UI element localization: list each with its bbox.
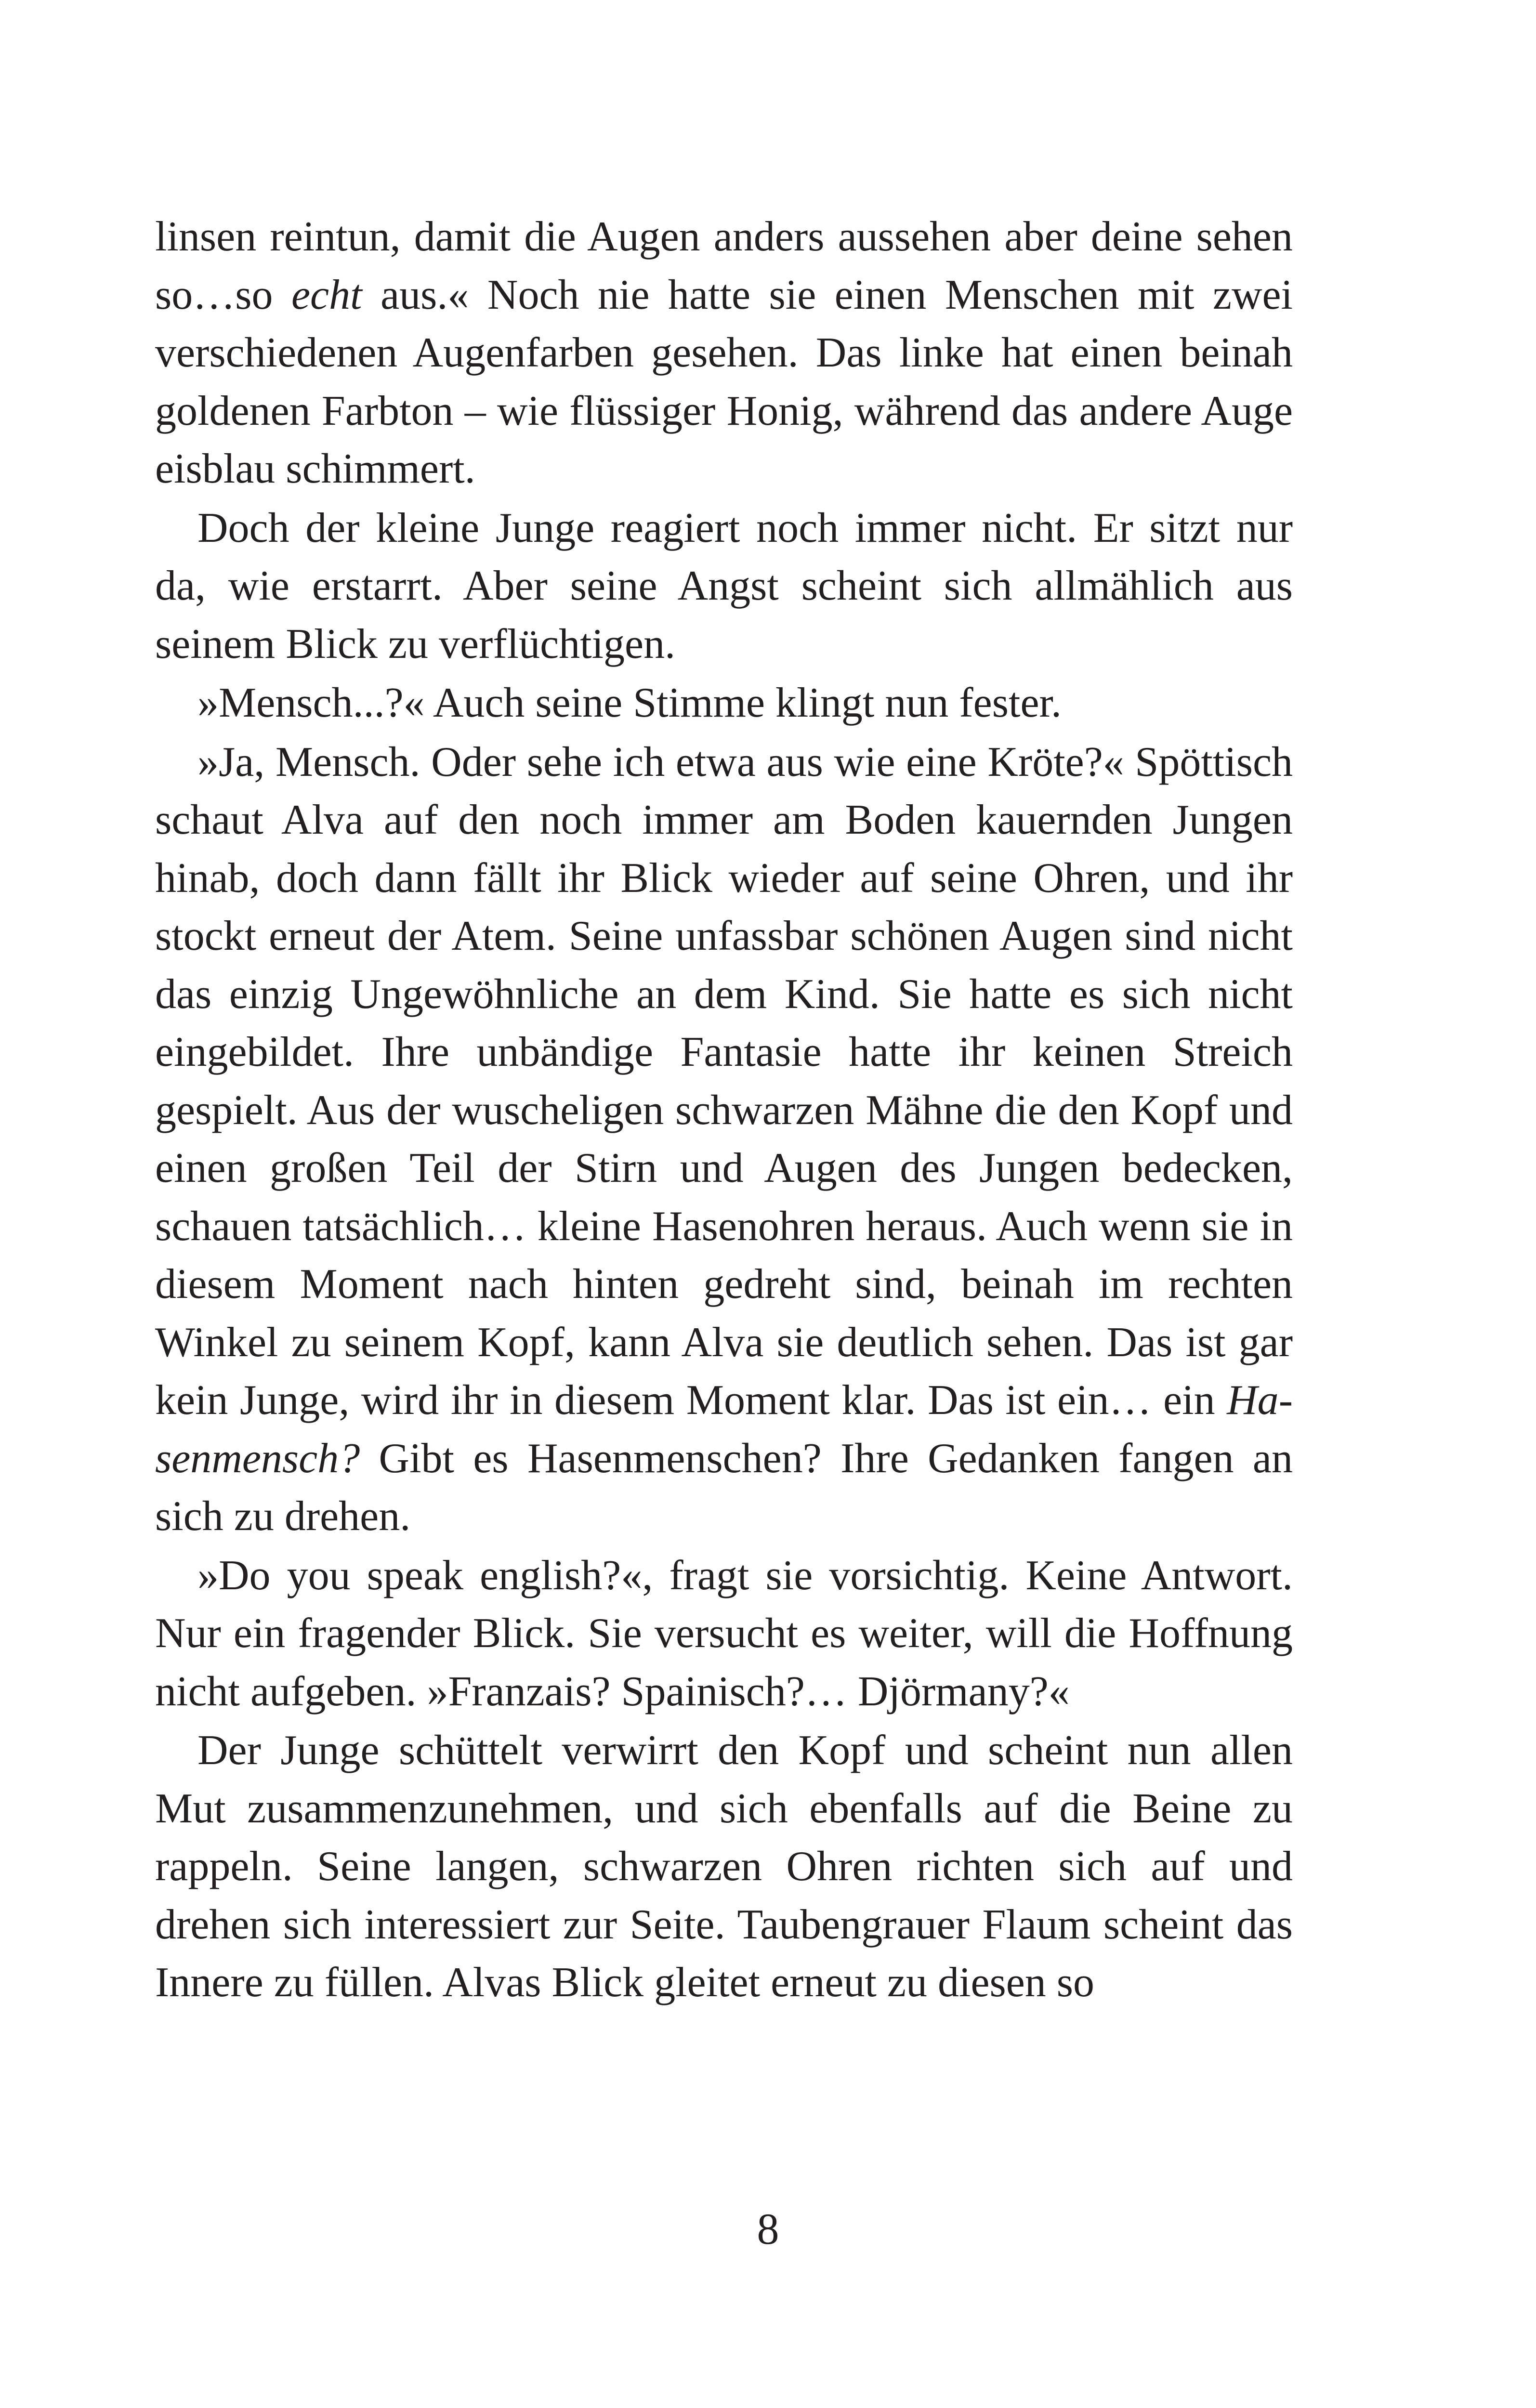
- italic-text: Hasenmensch?: [155, 1377, 1293, 1482]
- text-segment: Gibt es Hasenmenschen? Ihre Gedanken fangen an sich zu drehen.: [155, 1435, 1293, 1540]
- text-segment: Doch der kleine Junge reagiert noch immer nicht. Er sitzt nur da, wie erstarrt. Aber seine Angst scheint sich allmählich aus seinem Blick zu verflüchtigen.: [155, 504, 1293, 667]
- paragraph: [155, 208, 1293, 498]
- page-number: 8: [757, 2204, 779, 2253]
- italic-text: echt: [291, 271, 362, 318]
- text-segment: »Do you speak english?«, fragt sie vorsichtig. Keine Antwort. Nur ein fragender Blick. Sie versucht es weiter, will die Hoffnung nicht aufgeben. »Franzais? Spainisch?… Djörmany?«: [155, 1552, 1293, 1715]
- text-segment: linsen reintun, damit die Augen anders aussehen aber deine sehen so…so: [155, 213, 1293, 318]
- text-segment: »Ja, Mensch. Oder sehe ich etwa aus wie eine Kröte?« Spöttisch schaut Alva auf den noch immer am Boden kauernden Jungen hinab, doch dann fällt ihr Blick wieder auf seine Ohren, und ihr stockt erneut der Atem. Seine unfassbar schönen Augen sind nicht das einzig Ungewöhnliche an dem Kind. Sie hatte es sich nicht eingebildet. Ihre unbändige Fantasie hatte ihr keinen Streich gespielt. Aus der wuscheligen schwarzen Mähne die den Kopf und einen großen Teil der Stirn und Augen des Jungen bedecken, schauen tatsächlich… kleine Hasenohren heraus. Auch wenn sie in diesem Moment nach hinten gedreht sind, beinah im rechten Winkel zu seinem Kopf, kann Alva sie deutlich sehen. Das ist gar kein Junge, wird ihr in diesem Moment klar. Das ist ein… ein: [155, 738, 1293, 1424]
- paragraph: [155, 674, 1293, 733]
- text-segment: aus.« Noch nie hatte sie einen Menschen mit zwei verschiedenen Augenfarben gesehen. Das linke hat einen beinah goldenen Farbton – wie flüssiger Honig, während das andere Auge eisblau schimmert.: [155, 271, 1293, 492]
- text-segment: »Mensch...?« Auch seine Stimme klingt nun fester.: [197, 680, 1062, 726]
- paragraph: [155, 499, 1293, 674]
- paragraph: [155, 1722, 1293, 2012]
- body-text: [155, 208, 1293, 2013]
- text-segment: Der Junge schüttelt verwirrt den Kopf und scheint nun allen Mut zusammenzunehmen, und sich ebenfalls auf die Beine zu rappeln. Seine langen, schwarzen Ohren richten sich auf und drehen sich interessiert zur Seite. Taubengrauer Flaum scheint das Innere zu füllen. Alvas Blick gleitet erneut zu diesen so: [155, 1727, 1293, 2006]
- paragraph: [155, 1547, 1293, 1721]
- paragraph: [155, 733, 1293, 1546]
